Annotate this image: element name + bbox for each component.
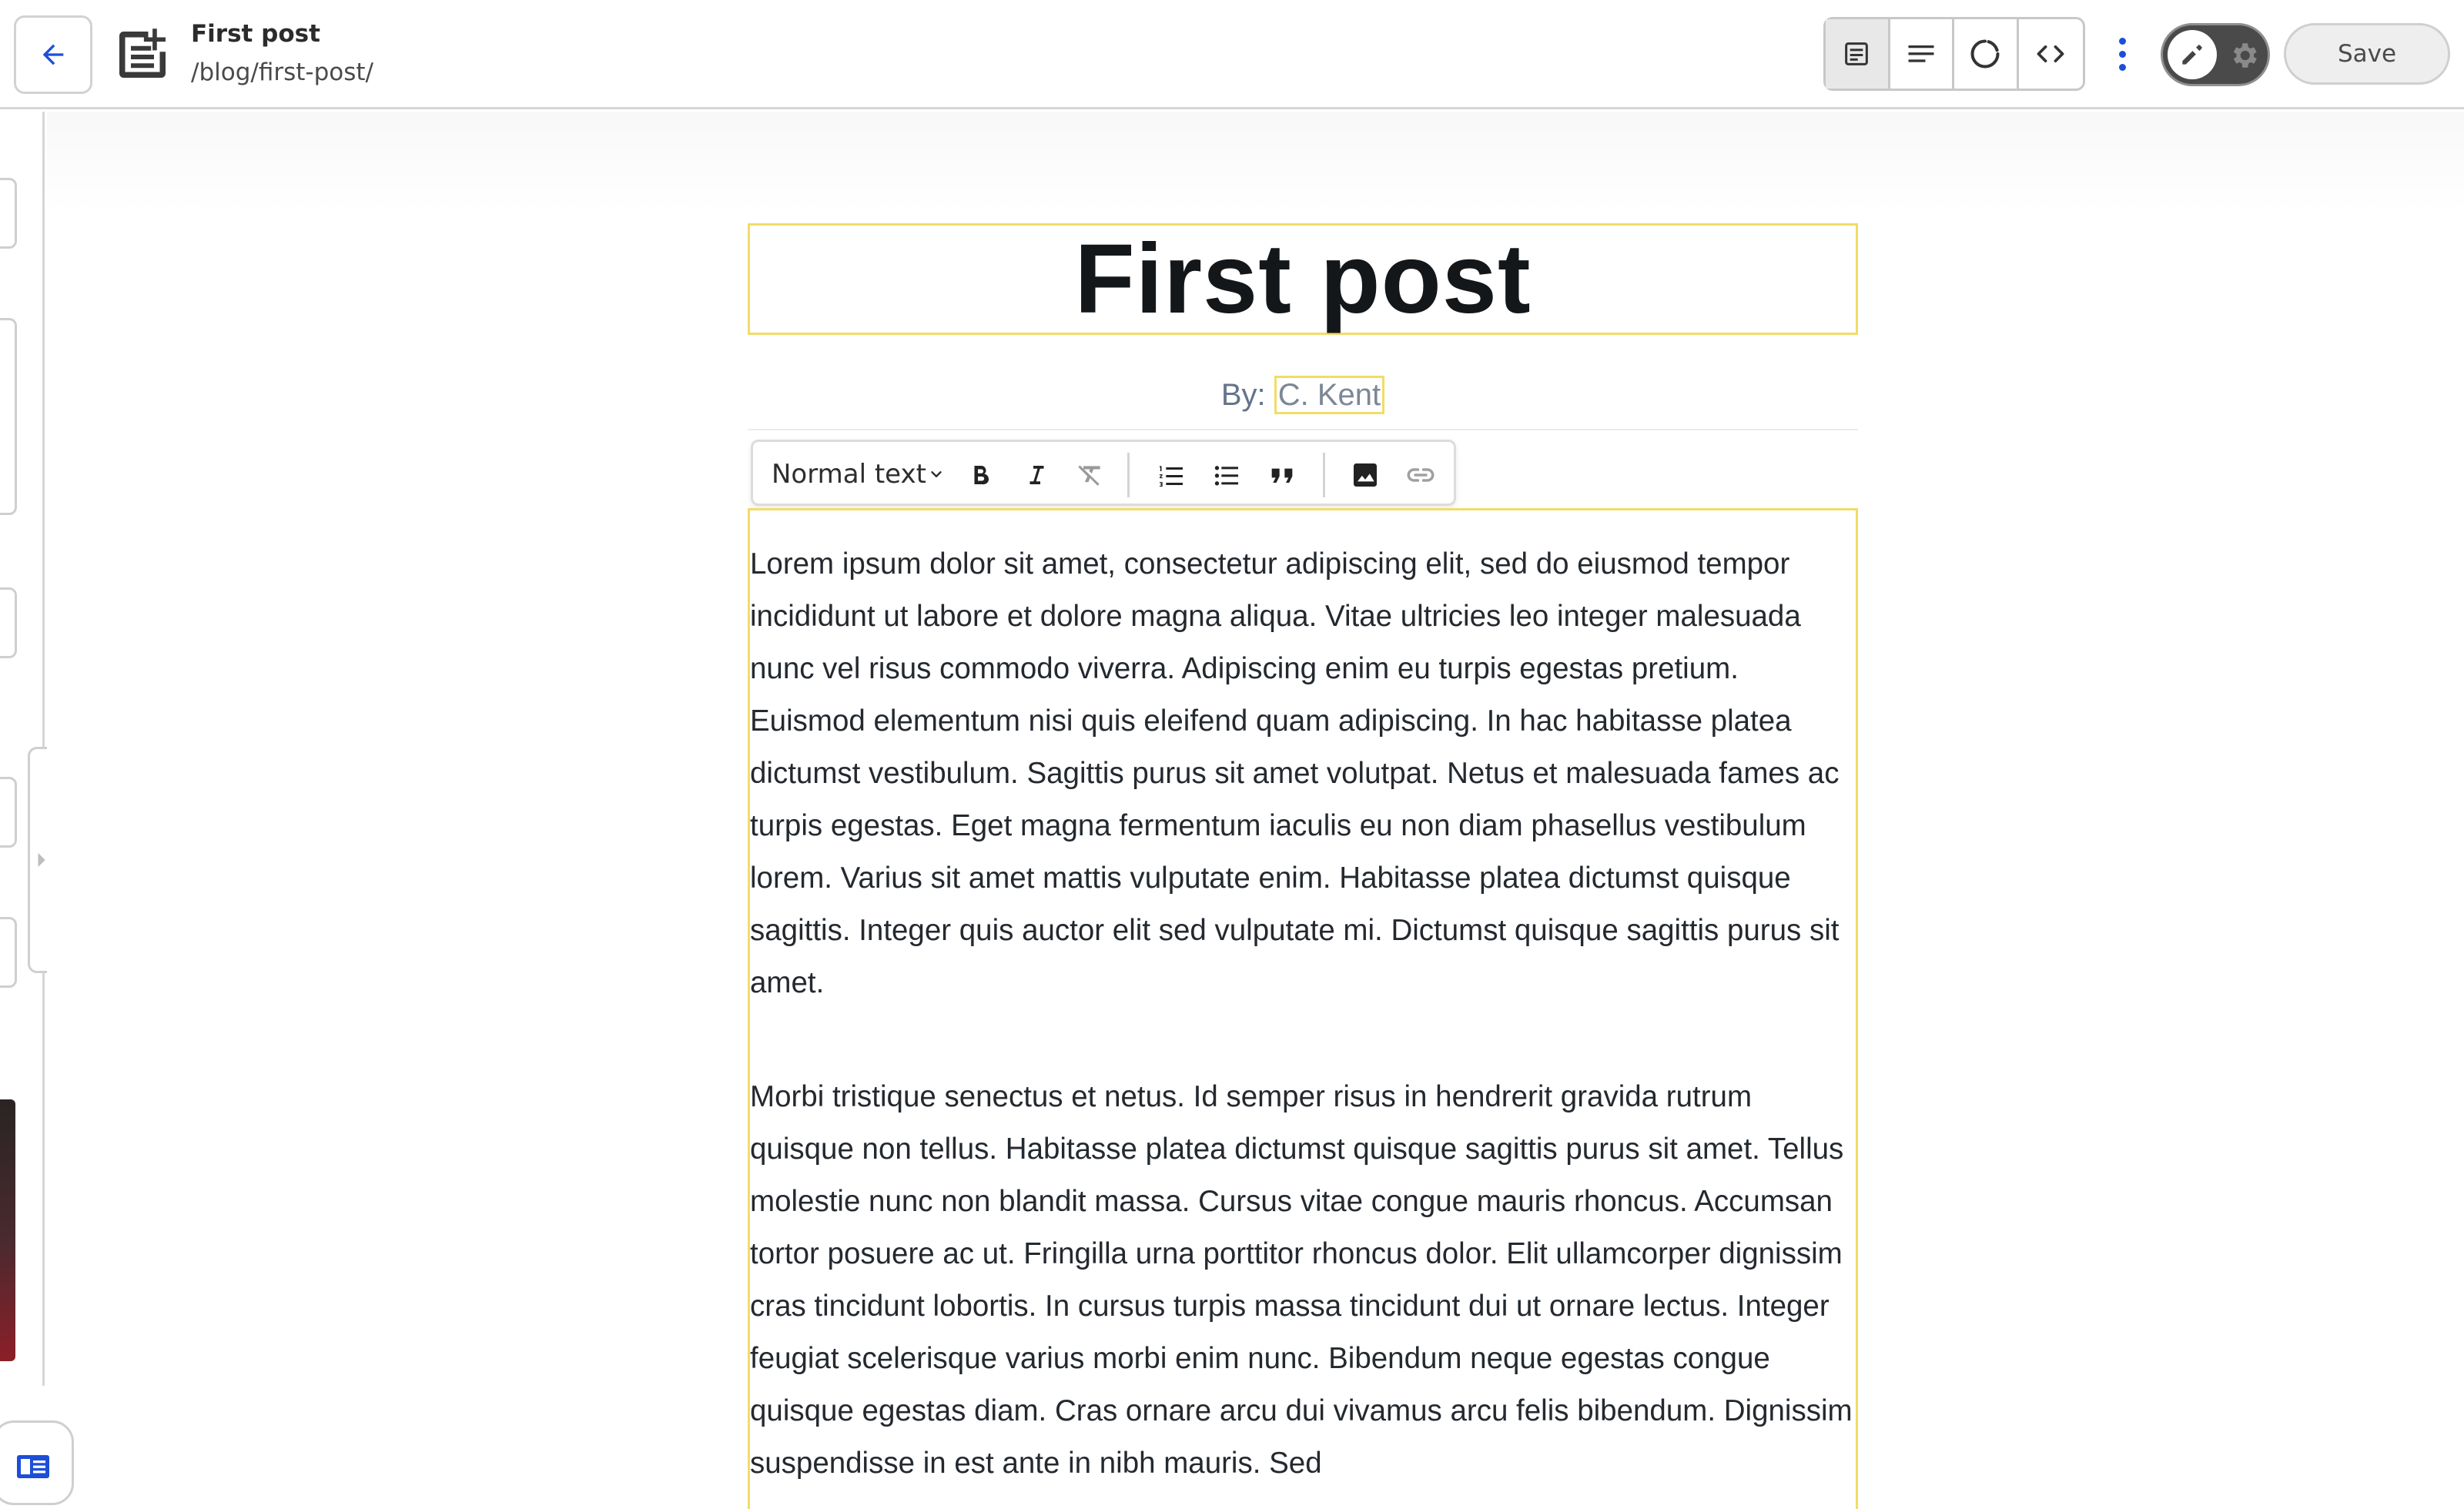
bold-icon <box>966 461 994 489</box>
image-button[interactable] <box>1346 456 1384 494</box>
more-vertical-icon[interactable] <box>2105 26 2139 82</box>
blocks-panel-button[interactable] <box>0 1420 74 1505</box>
view-mode-group <box>1823 17 2085 91</box>
clear-formatting-button[interactable] <box>1072 456 1110 494</box>
editor-canvas <box>47 112 2464 1480</box>
byline-prefix: By: <box>1220 378 1274 412</box>
sidebar-field[interactable] <box>0 587 17 658</box>
pencil-icon <box>2178 40 2207 69</box>
post-title-field[interactable] <box>748 223 1858 335</box>
ordered-list-button[interactable] <box>1152 456 1190 494</box>
back-button[interactable] <box>14 15 92 94</box>
text-view-button[interactable] <box>1890 19 1955 89</box>
author-field[interactable]: C. Kent <box>1274 376 1384 414</box>
ordered-list-icon <box>1156 460 1187 490</box>
block-format-label: Normal text <box>772 459 926 490</box>
clear-formatting-icon <box>1076 460 1106 490</box>
edit-mode-knob <box>2168 30 2217 79</box>
block-format-select[interactable] <box>772 457 945 491</box>
post-add-icon <box>108 20 177 89</box>
italic-button[interactable] <box>1016 456 1055 494</box>
save-button[interactable]: Save <box>2284 23 2450 85</box>
chevron-down-icon <box>928 466 945 483</box>
quote-icon <box>1267 460 1297 490</box>
toolbar-divider <box>1323 453 1325 497</box>
bullet-list-button[interactable] <box>1207 456 1246 494</box>
byline <box>748 378 1858 413</box>
gear-icon <box>2228 39 2260 72</box>
sidebar-field[interactable] <box>0 318 17 515</box>
form-view-button[interactable] <box>1826 19 1890 89</box>
editor-header <box>0 0 2464 109</box>
byline-divider <box>748 429 1858 430</box>
loading-button[interactable] <box>1954 19 2019 89</box>
italic-icon <box>1022 461 1050 489</box>
loading-spinner-icon <box>1968 37 2002 71</box>
edit-mode-toggle[interactable] <box>2161 23 2270 86</box>
code-view-button[interactable] <box>2019 19 2083 89</box>
left-sidebar <box>0 112 45 1386</box>
text-view-icon <box>1904 37 1938 71</box>
code-view-icon <box>2034 37 2067 71</box>
blocks-panel-icon <box>16 1454 50 1480</box>
arrow-left-icon <box>38 39 69 70</box>
sidebar-field[interactable] <box>0 178 17 249</box>
quote-button[interactable] <box>1263 456 1301 494</box>
rich-text-toolbar <box>751 440 1456 506</box>
body-paragraph[interactable]: Lorem ipsum dolor sit amet, consectetur adipiscing elit, sed do eiusmod tempor incididunt ut labore et dolore magna aliqua. Vitae ultricies leo integer malesuada nunc vel risus commodo viverra. Adipiscing enim eu turpis egestas pretium. Euismod elementum nisi quis eleifend quam adipiscing. In hac habitasse platea dictumst vestibulum. Sagittis purus sit amet volutpat. Netus et malesuada fames ac turpis egestas. Eget magna fermentum iaculis eu non diam phasellus vestibulum lorem. Varius sit amet mattis vulputate enim. Habitasse platea dictumst quisque sagittis. Integer quis auctor elit sed vulputate mi. Dictumst quisque sagittis purus sit amet. <box>750 547 1840 999</box>
document-title: First post <box>191 20 320 48</box>
document-path: /blog/first-post/ <box>191 59 373 86</box>
link-icon <box>1404 459 1437 491</box>
sidebar-image-thumbnail[interactable] <box>0 1099 15 1361</box>
post-body-editor[interactable] <box>748 508 1858 1509</box>
sidebar-field[interactable] <box>0 917 17 988</box>
bold-button[interactable] <box>961 456 999 494</box>
bullet-list-icon <box>1211 460 1242 490</box>
toolbar-divider <box>1127 453 1130 497</box>
form-view-icon <box>1841 38 1872 69</box>
sidebar-field[interactable] <box>0 777 17 848</box>
body-paragraph[interactable]: Morbi tristique senectus et netus. Id semper risus in hendrerit gravida rutrum quisque non tellus. Habitasse platea dictumst quisque sagittis purus sit amet. Tellus molestie nunc non blandit massa. Cursus vitae congue mauris rhoncus. Accumsan tortor posuere ac ut. Fringilla urna porttitor rhoncus dolor. Elit ullamcorper dignissim cras tincidunt lobortis. In cursus turpis massa tincidunt dui ut ornare lectus. Integer feugiat scelerisque varius morbi enim nunc. Bibendum neque egestas congue quisque egestas diam. Cras ornare arcu dui vivamus arcu felis bibendum. Dignissim suspendisse in est ante in nibh mauris. Sed <box>750 1080 1853 1480</box>
post-title[interactable]: First post <box>1074 223 1532 334</box>
image-icon <box>1350 460 1381 490</box>
link-button[interactable] <box>1401 456 1440 494</box>
